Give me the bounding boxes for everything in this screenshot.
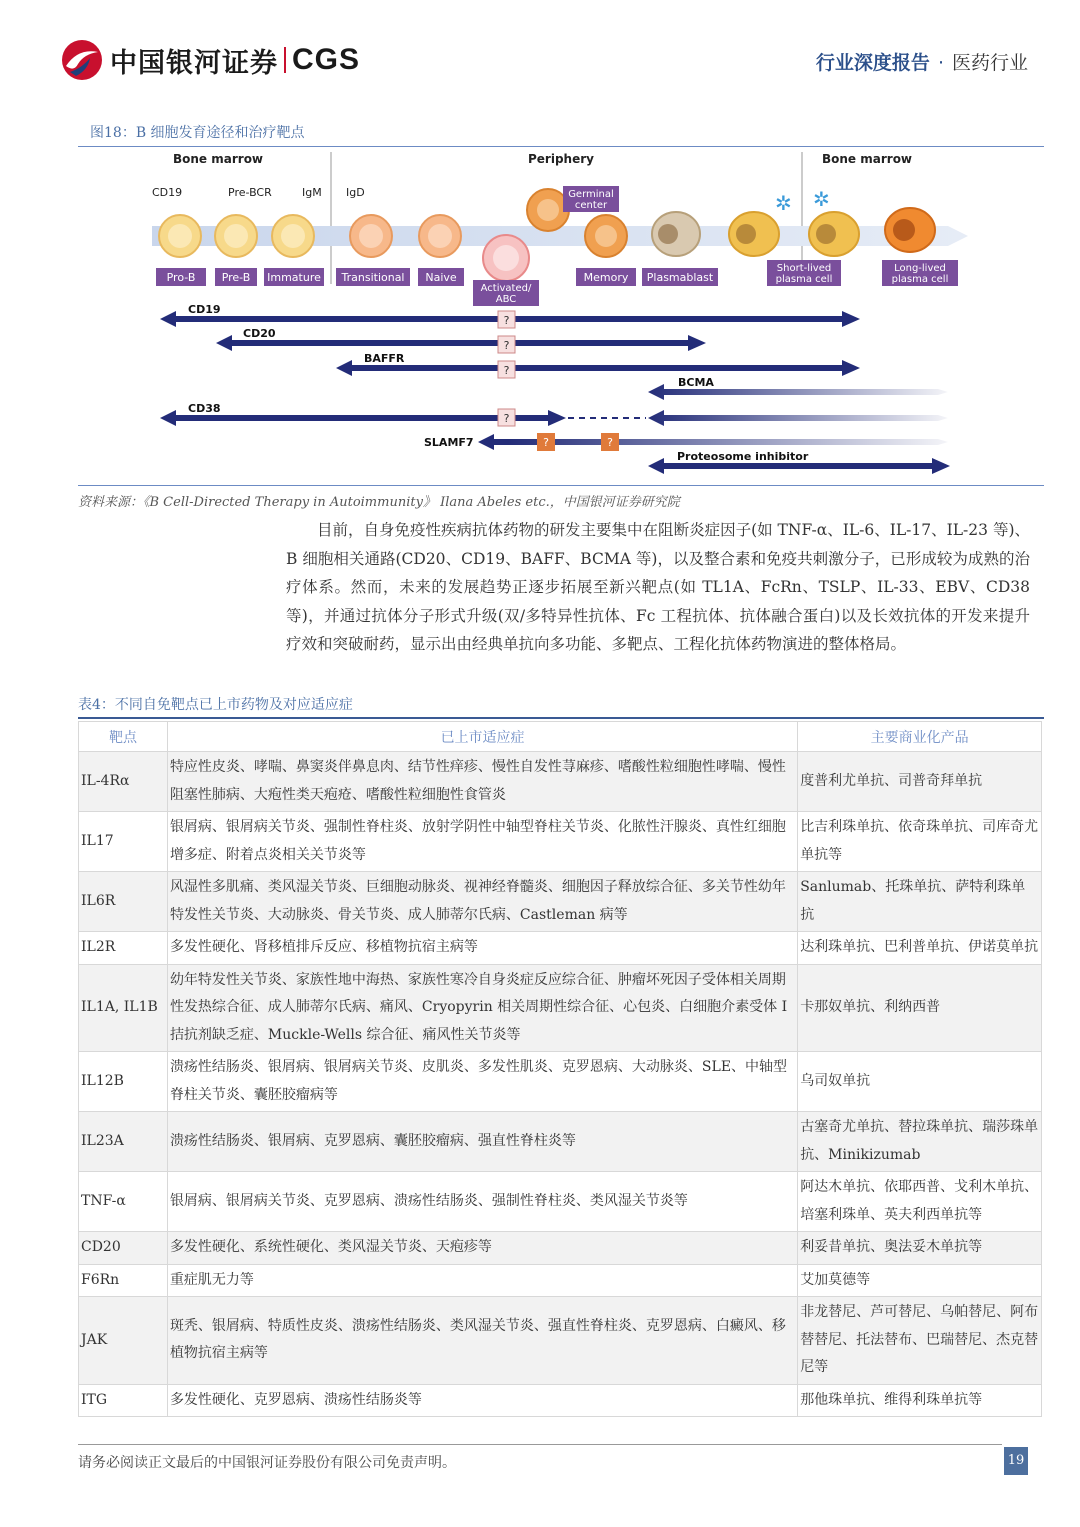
- section-label: Bone marrow: [173, 152, 264, 166]
- indication-cell: 斑秃、银屑病、特质性皮炎、溃疡性结肠炎、类风湿关节炎、强直性脊柱炎、克罗恩病、白癜风、移植物抗宿主病等: [167, 1297, 797, 1385]
- asterisk-icon: ✲: [775, 191, 792, 215]
- indication-cell: 风湿性多肌痛、类风湿关节炎、巨细胞动脉炎、视神经脊髓炎、细胞因子释放综合征、多关节性幼年特发性关节炎、大动脉炎、骨关节炎、成人肺蒂尔氏病、Castleman 病等: [167, 872, 797, 932]
- unknown-box: [498, 361, 515, 378]
- germinal-center-cell: [527, 189, 569, 231]
- figure-source: 资料来源：《B Cell-Directed Therapy in Autoimmunity》 Ilana Abeles etc.，中国银河证券研究院: [78, 495, 680, 510]
- table-row: [79, 1172, 1042, 1232]
- table-row: [79, 1297, 1042, 1385]
- slamf7-arrow: [508, 439, 948, 445]
- target-cell: IL1A, IL1B: [79, 964, 168, 1052]
- indication-cell: 重症肌无力等: [167, 1264, 797, 1297]
- immature-cell: [272, 215, 314, 257]
- stage-label: Immature: [267, 271, 321, 284]
- target-cell: ITG: [79, 1384, 168, 1417]
- unknown-box: [601, 433, 619, 451]
- svg-text:?: ?: [607, 436, 613, 449]
- product-cell: 阿达木单抗、依耶西普、戈利木单抗、培塞利珠单、英夫利西单抗等: [798, 1172, 1042, 1232]
- table-row: [79, 964, 1042, 1052]
- footer-disclaimer: 请务必阅读正文最后的中国银河证券股份有限公司免责声明。: [78, 1455, 456, 1471]
- target-label: SLAMF7: [424, 436, 474, 449]
- report-type: 行业深度报告: [815, 52, 930, 74]
- stage-label: center: [574, 200, 608, 211]
- naive-cell: [419, 215, 461, 257]
- product-cell: 艾加莫德等: [798, 1264, 1042, 1297]
- table-caption: 表4：不同自免靶点已上市药物及对应适应症: [78, 697, 353, 713]
- stage-label: plasma cell: [891, 274, 949, 285]
- marker-label: CD19: [152, 186, 183, 199]
- header-separator: ·: [937, 52, 944, 74]
- indication-cell: 银屑病、银屑病关节炎、克罗恩病、溃疡性结肠炎、强制性脊柱炎、类风湿关节炎等: [167, 1172, 797, 1232]
- product-cell: 乌司奴单抗: [798, 1052, 1042, 1112]
- target-label: CD19: [188, 303, 221, 316]
- logo-divider: [284, 47, 286, 73]
- cd20-arrow: [216, 335, 706, 351]
- target-cell: TNF-α: [79, 1172, 168, 1232]
- target-label: CD20: [243, 327, 276, 340]
- slamf7-arrow-head: [478, 434, 508, 450]
- target-cell: IL12B: [79, 1052, 168, 1112]
- product-cell: 比吉利珠单抗、依奇珠单抗、司库奇尤单抗等: [798, 812, 1042, 872]
- target-cell: IL-4Rα: [79, 752, 168, 812]
- marker-label: Pre-BCR: [228, 186, 272, 199]
- baffr-arrow: [336, 360, 860, 376]
- target-cell: IL23A: [79, 1112, 168, 1172]
- cd38-bm-arrow: [648, 410, 948, 426]
- product-cell: 古塞奇尤单抗、替拉珠单抗、瑞莎珠单抗、Minikizumab: [798, 1112, 1042, 1172]
- target-label: CD38: [188, 402, 221, 415]
- target-cell: IL6R: [79, 872, 168, 932]
- svg-text:?: ?: [503, 412, 510, 425]
- pre-b-cell: [215, 215, 257, 257]
- product-cell: 度普利尤单抗、司普奇拜单抗: [798, 752, 1042, 812]
- stage-label: Naive: [425, 271, 457, 284]
- table-header-row: [79, 722, 1042, 752]
- short-lived-plasma-cell: [729, 212, 779, 256]
- transitional-cell: [350, 215, 392, 257]
- table-row: [79, 872, 1042, 932]
- product-cell: 非龙替尼、芦可替尼、乌帕替尼、阿布替替尼、托法替布、巴瑞替尼、杰克替尼等: [798, 1297, 1042, 1385]
- target-cell: JAK: [79, 1297, 168, 1385]
- indication-cell: 溃疡性结肠炎、银屑病、银屑病关节炎、皮肌炎、多发性肌炎、克罗恩病、大动脉炎、SLE、中轴型脊柱关节炎、囊胚胶瘤病等: [167, 1052, 797, 1112]
- stage-label: Pre-B: [221, 271, 251, 284]
- marker-label: IgD: [346, 186, 365, 199]
- stage-label: plasma cell: [775, 274, 833, 285]
- unknown-box: [498, 409, 515, 426]
- column-header: 已上市适应症: [167, 722, 797, 752]
- unknown-box: [498, 311, 515, 328]
- indication-cell: 溃疡性结肠炎、银屑病、克罗恩病、囊胚胶瘤病、强直性脊柱炎等: [167, 1112, 797, 1172]
- product-cell: 那他珠单抗、维得利珠单抗等: [798, 1384, 1042, 1417]
- indication-cell: 多发性硬化、系统性硬化、类风湿关节炎、天疱疹等: [167, 1232, 797, 1265]
- stage-label: Memory: [583, 271, 629, 284]
- unknown-box: [537, 433, 555, 451]
- logo-chinese-name: 中国银河证券: [110, 47, 278, 79]
- target-cell: IL2R: [79, 932, 168, 965]
- table-row: [79, 752, 1042, 812]
- target-cell: F6Rn: [79, 1264, 168, 1297]
- table-row: [79, 1264, 1042, 1297]
- product-cell: 达利珠单抗、巴利普单抗、伊诺莫单抗: [798, 932, 1042, 965]
- bm-plasma-cell: [809, 212, 859, 256]
- marker-label: IgM: [302, 186, 322, 199]
- stage-label: ABC: [495, 294, 517, 305]
- svg-text:?: ?: [503, 314, 510, 327]
- column-header: 靶点: [79, 722, 168, 752]
- drug-table: [78, 721, 1042, 1417]
- target-cell: CD20: [79, 1232, 168, 1265]
- figure-caption: 图18：B 细胞发育途径和治疗靶点: [90, 125, 305, 141]
- indication-cell: 多发性硬化、肾移植排斥反应、移植物抗宿主病等: [167, 932, 797, 965]
- table-row: [79, 812, 1042, 872]
- indication-cell: 幼年特发性关节炎、家族性地中海热、家族性寒冷自身炎症反应综合征、肿瘤坏死因子受体相关周期性发热综合征、成人肺蒂尔氏病、痛风、Cryopyrin 相关周期性综合征、心包炎、白细胞介素受体 I 拮抗剂缺乏症、Muckle-Wells 综合征、痛风性关节炎等: [167, 964, 797, 1052]
- indication-cell: 特应性皮炎、哮喘、鼻窦炎伴鼻息肉、结节性痒疹、慢性自发性荨麻疹、嗜酸性粒细胞性哮喘、慢性阻塞性肺病、大疱性类天疱疮、嗜酸性粒细胞性食管炎: [167, 752, 797, 812]
- b-cell-diagram: [78, 148, 1044, 484]
- memory-cell: [585, 215, 627, 257]
- report-header: [816, 48, 1028, 75]
- pro-b-cell: [159, 215, 201, 257]
- indication-cell: 多发性硬化、克罗恩病、溃疡性结肠炎等: [167, 1384, 797, 1417]
- figure-bottom-rule: [78, 485, 1044, 486]
- stage-label: Plasmablast: [646, 271, 714, 284]
- section-label: Periphery: [528, 152, 594, 166]
- logo-english-name: CGS: [292, 43, 361, 76]
- stage-label: Long-lived: [894, 263, 946, 274]
- table-row: [79, 932, 1042, 965]
- body-paragraph: 目前，自身免疫性疾病抗体药物的研发主要集中在阻断炎症因子(如 TNF-α、IL-6、IL-17、IL-23 等)、B 细胞相关通路(CD20、CD19、BAFF、BCMA 等)，以及整合素和免疫共刺激分子，已形成较为成熟的治疗体系。然而，未来的发展趋势正逐步拓展至新兴靶点(如 TL1A、FcRn、TSLP、IL-33、EBV、CD38 等)，并通过抗体分子形式升级(双/多特异性抗体、Fc 工程抗体、抗体融合蛋白)以及长效抗体的开发来提升疗效和突破耐药，显示出由经典单抗向多功能、多靶点、工程化抗体药物演进的整体格局。: [286, 521, 1030, 654]
- target-label: Proteosome inhibitor: [677, 450, 809, 463]
- stage-label: Transitional: [341, 271, 405, 284]
- svg-text:?: ?: [503, 364, 510, 377]
- table-row: [79, 1232, 1042, 1265]
- product-cell: 利妥昔单抗、奥法妥木单抗等: [798, 1232, 1042, 1265]
- stage-label: Activated/: [480, 283, 532, 294]
- plasmablast-cell: [652, 212, 700, 256]
- footer-rule: [78, 1444, 1002, 1445]
- indication-cell: 银屑病、银屑病关节炎、强制性脊柱炎、放射学阴性中轴型脊柱关节炎、化脓性汗腺炎、真性红细胞增多症、附着点炎相关关节炎等: [167, 812, 797, 872]
- target-label: BCMA: [678, 376, 714, 389]
- galaxy-logo-icon: [60, 38, 104, 82]
- table-row: [79, 1112, 1042, 1172]
- unknown-box: [498, 336, 515, 353]
- target-cell: IL17: [79, 812, 168, 872]
- svg-text:?: ?: [503, 339, 510, 352]
- stage-label: Short-lived: [776, 263, 832, 274]
- product-cell: Sanlumab、托珠单抗、萨特利珠单抗: [798, 872, 1042, 932]
- stage-label: Pro-B: [166, 271, 196, 284]
- page-number: 19: [1004, 1447, 1028, 1475]
- long-lived-plasma-cell: [885, 208, 935, 252]
- figure-top-rule: [78, 146, 1044, 147]
- stage-label: Germinal: [568, 189, 614, 200]
- table-row: [79, 1052, 1042, 1112]
- column-header: 主要商业化产品: [798, 722, 1042, 752]
- section-label: Bone marrow: [822, 152, 913, 166]
- brand-logo: [60, 38, 360, 82]
- activated-cell: [483, 235, 529, 281]
- svg-text:?: ?: [543, 436, 549, 449]
- table-top-rule: [78, 717, 1044, 719]
- product-cell: 卡那奴单抗、利纳西普: [798, 964, 1042, 1052]
- target-label: BAFFR: [364, 352, 405, 365]
- asterisk-icon: ✲: [813, 187, 830, 211]
- table-row: [79, 1384, 1042, 1417]
- industry-label: 医药行业: [951, 52, 1028, 74]
